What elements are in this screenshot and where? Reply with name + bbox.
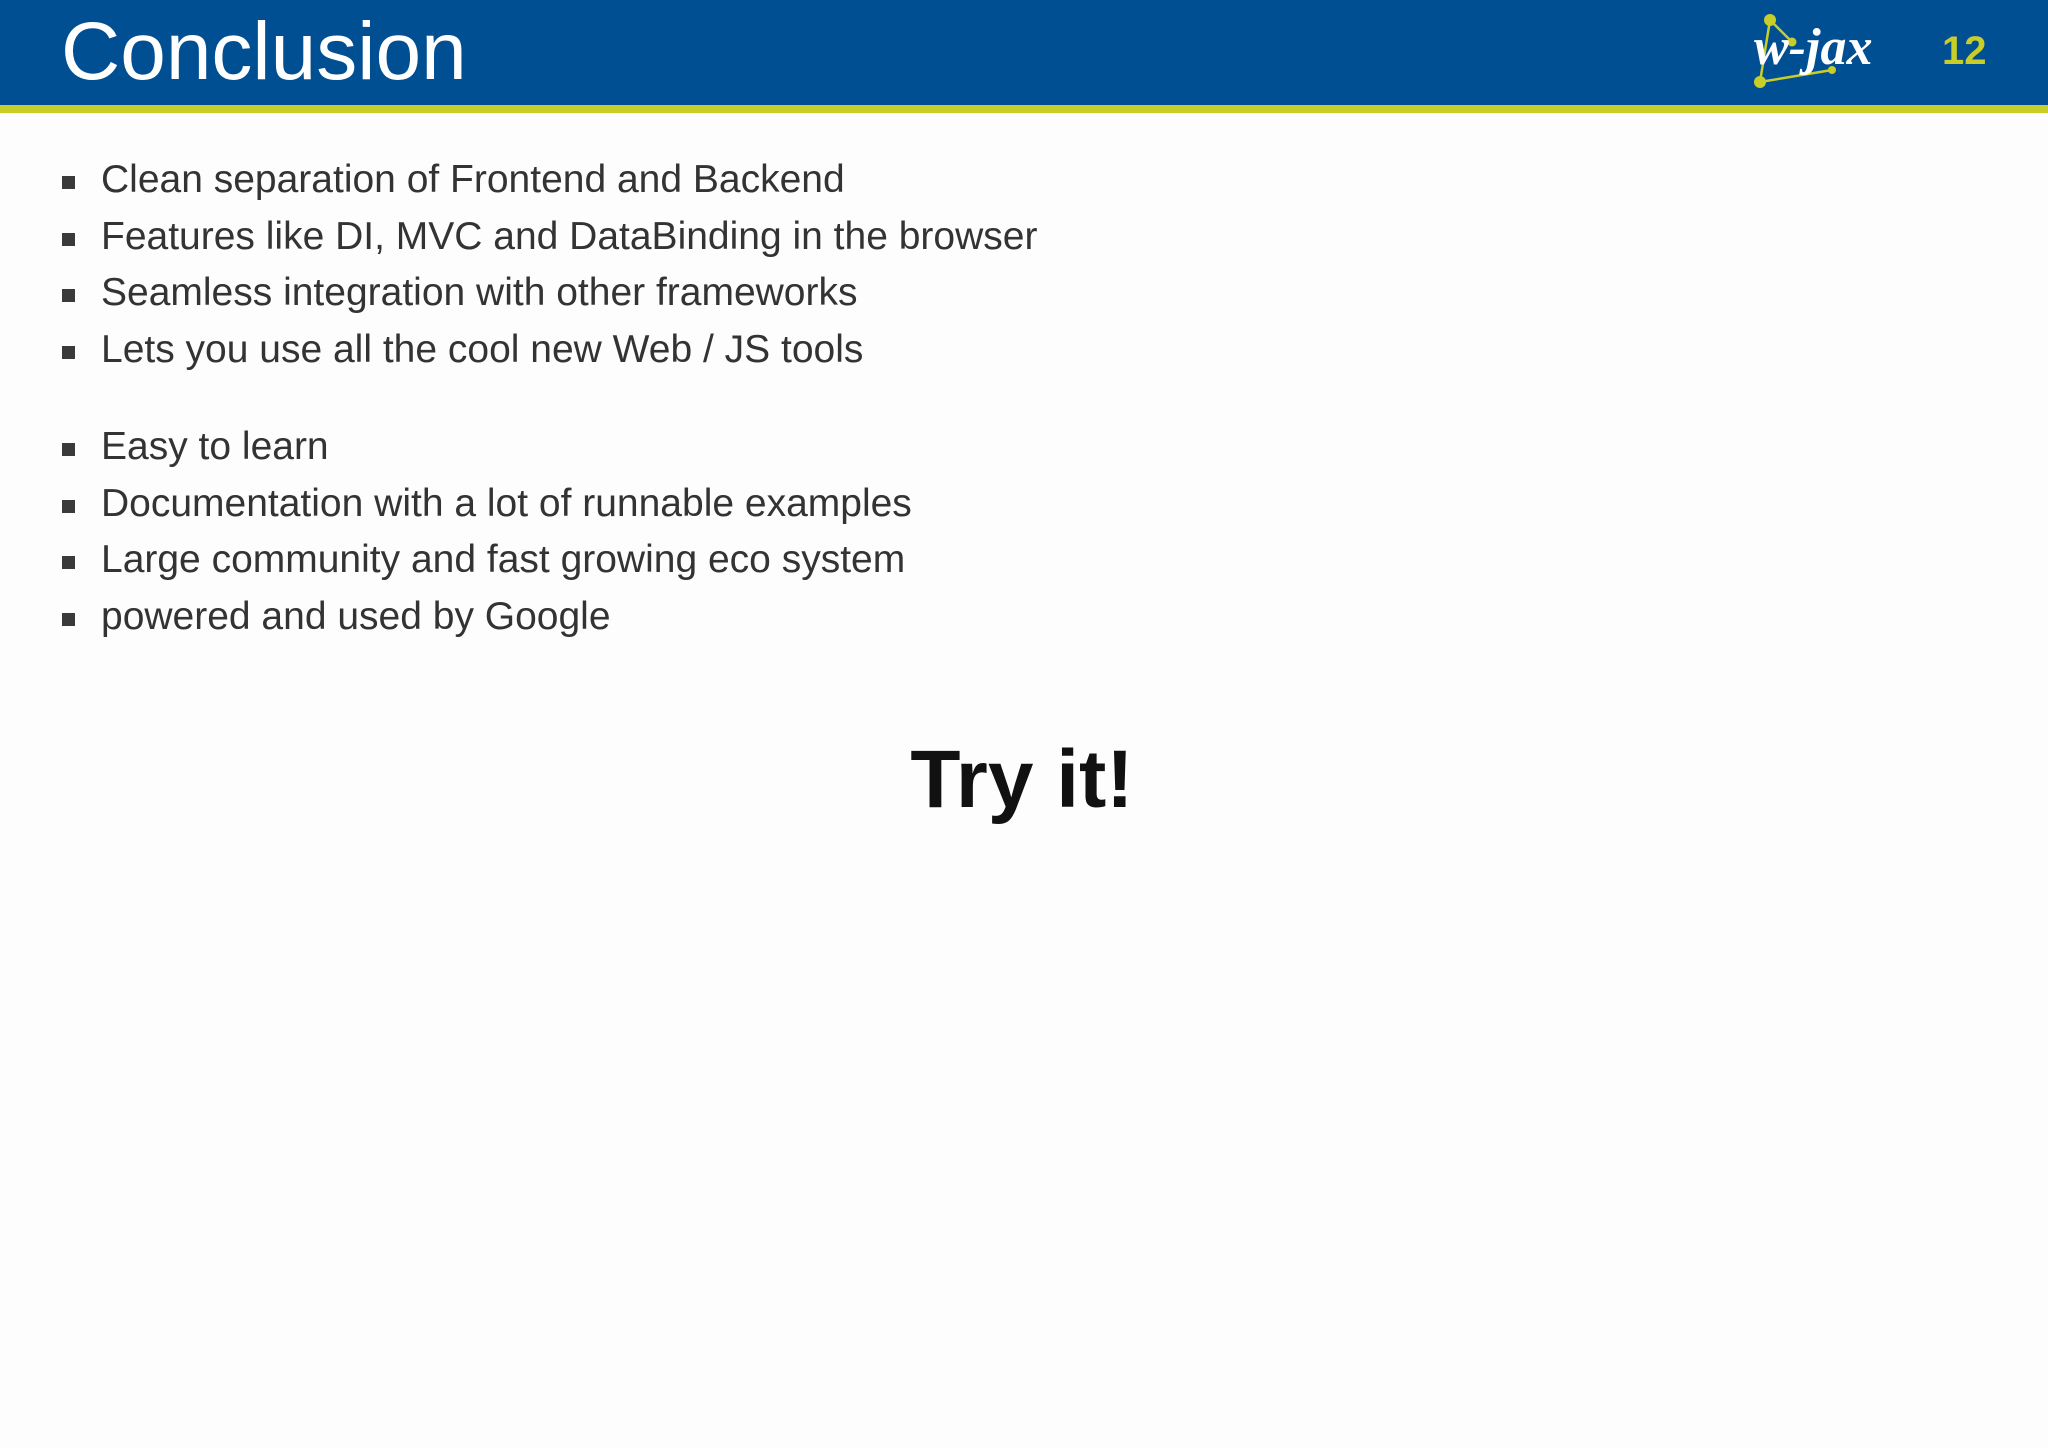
header-bar [0, 0, 2048, 105]
bullet-square-icon [62, 346, 75, 359]
bullet-square-icon [62, 176, 75, 189]
bullet-square-icon [62, 289, 75, 302]
bullet-square-icon [62, 233, 75, 246]
logo-wordmark: w-jax [1754, 19, 1873, 76]
wjax-logo [1748, 12, 1990, 94]
callout-heading [0, 730, 2048, 830]
logo-edition: 12 [1942, 29, 1987, 73]
header-accent-stripe [0, 105, 2048, 113]
slide: Conclusion w-jax 12 Clean separation of Frontend and Backend Features like DI, MVC and DataBinding in the browser Seamless integration with other frameworks Lets you use all the cool new Web / JS tools Easy to learn Documentation with a lot of runnable examples Large community and fast growing eco system powered and used by Google Try it! [0, 0, 2048, 1448]
bullet-square-icon [62, 613, 75, 626]
bullet-square-icon [62, 443, 75, 456]
slide-title: Conclusion [61, 6, 467, 97]
callout-text: Try it! [910, 734, 1134, 825]
bullet-square-icon [62, 500, 75, 513]
bullet-square-icon [62, 556, 75, 569]
